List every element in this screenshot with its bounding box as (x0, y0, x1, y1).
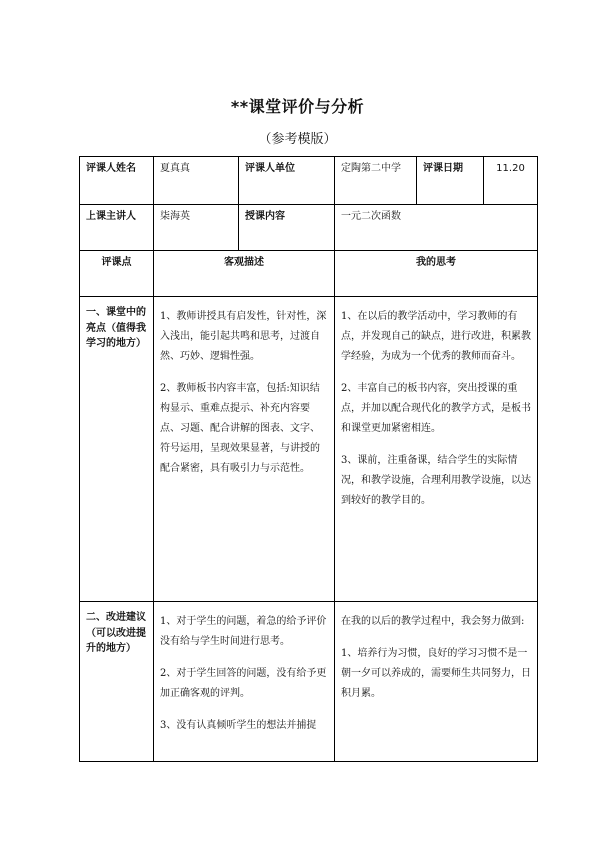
improvements-thoughts-cell (335, 602, 538, 762)
document-title: **课堂评价与分析 (230, 97, 365, 116)
evaluator-unit-label: 评课人单位 (239, 157, 335, 205)
improvements-objective-item: 3、没有认真倾听学生的想法并捕捉 (160, 720, 317, 731)
content-value: 一元二次函数 (335, 205, 538, 251)
teacher-label: 上课主讲人 (80, 205, 154, 251)
improvements-objective-item: 2、对于学生回答的问题，没有给予更加正确客观的评判。 (160, 668, 327, 699)
content-label: 授课内容 (239, 205, 335, 251)
highlights-thought-item: 3、课前，注重备课，结合学生的实际情况，和教学设施，合理利用教学设施，以达到较好的教学目的。 (341, 455, 531, 506)
header-my-thoughts: 我的思考 (335, 251, 538, 297)
highlights-thought-item: 1、在以后的教学活动中，学习教师的有点，并发现自己的缺点，进行改进，积累教学经验，为成为一个优秀的教师而奋斗。 (341, 311, 531, 362)
improvements-thought-item: 在我的以后的教学过程中，我会努力做到: (341, 616, 525, 627)
evaluator-unit-value: 定陶第二中学 (335, 157, 417, 205)
header-evaluation-point: 评课点 (80, 251, 154, 297)
evaluator-name-label: 评课人姓名 (80, 157, 154, 205)
eval-date-label: 评课日期 (417, 157, 484, 205)
teacher-value: 柒海英 (154, 205, 239, 251)
highlights-thoughts-cell (335, 297, 538, 602)
highlights-thought-item: 2、丰富自己的板书内容，突出授课的重点，并加以配合现代化的教学方式，是板书和课堂更加紧密相连。 (341, 383, 531, 434)
highlights-objective-item: 1、教师讲授具有启发性，针对性，深入浅出，能引起共鸣和思考，过渡自然、巧妙、逻辑性强。 (160, 311, 327, 362)
evaluation-table (79, 156, 538, 762)
eval-date-value: 11.20 (484, 157, 538, 205)
improvements-label: 二、改进建议（可以改进提升的地方） (80, 602, 154, 762)
highlights-objective-cell (154, 297, 335, 602)
highlights-label: 一、课堂中的亮点（值得我学习的地方） (80, 297, 154, 602)
evaluator-name-value: 夏真真 (154, 157, 239, 205)
improvements-objective-item: 1、对于学生的问题，着急的给予评价没有给与学生时间进行思考。 (160, 616, 327, 647)
document-subtitle: （参考模版） (258, 132, 337, 147)
improvements-objective-cell (154, 602, 335, 762)
improvements-thought-item: 1、培养行为习惯，良好的学习习惯不是一朝一夕可以养成的，需要师生共同努力，日积月累。 (341, 648, 531, 699)
header-objective-description: 客观描述 (154, 251, 335, 297)
highlights-objective-item: 2、教师板书内容丰富，包括:知识结构显示、重难点提示、补充内容要点、习题、配合讲解的图表、文字、符号运用，呈现效果显著，与讲授的配合紧密，具有吸引力与示范性。 (160, 383, 320, 474)
